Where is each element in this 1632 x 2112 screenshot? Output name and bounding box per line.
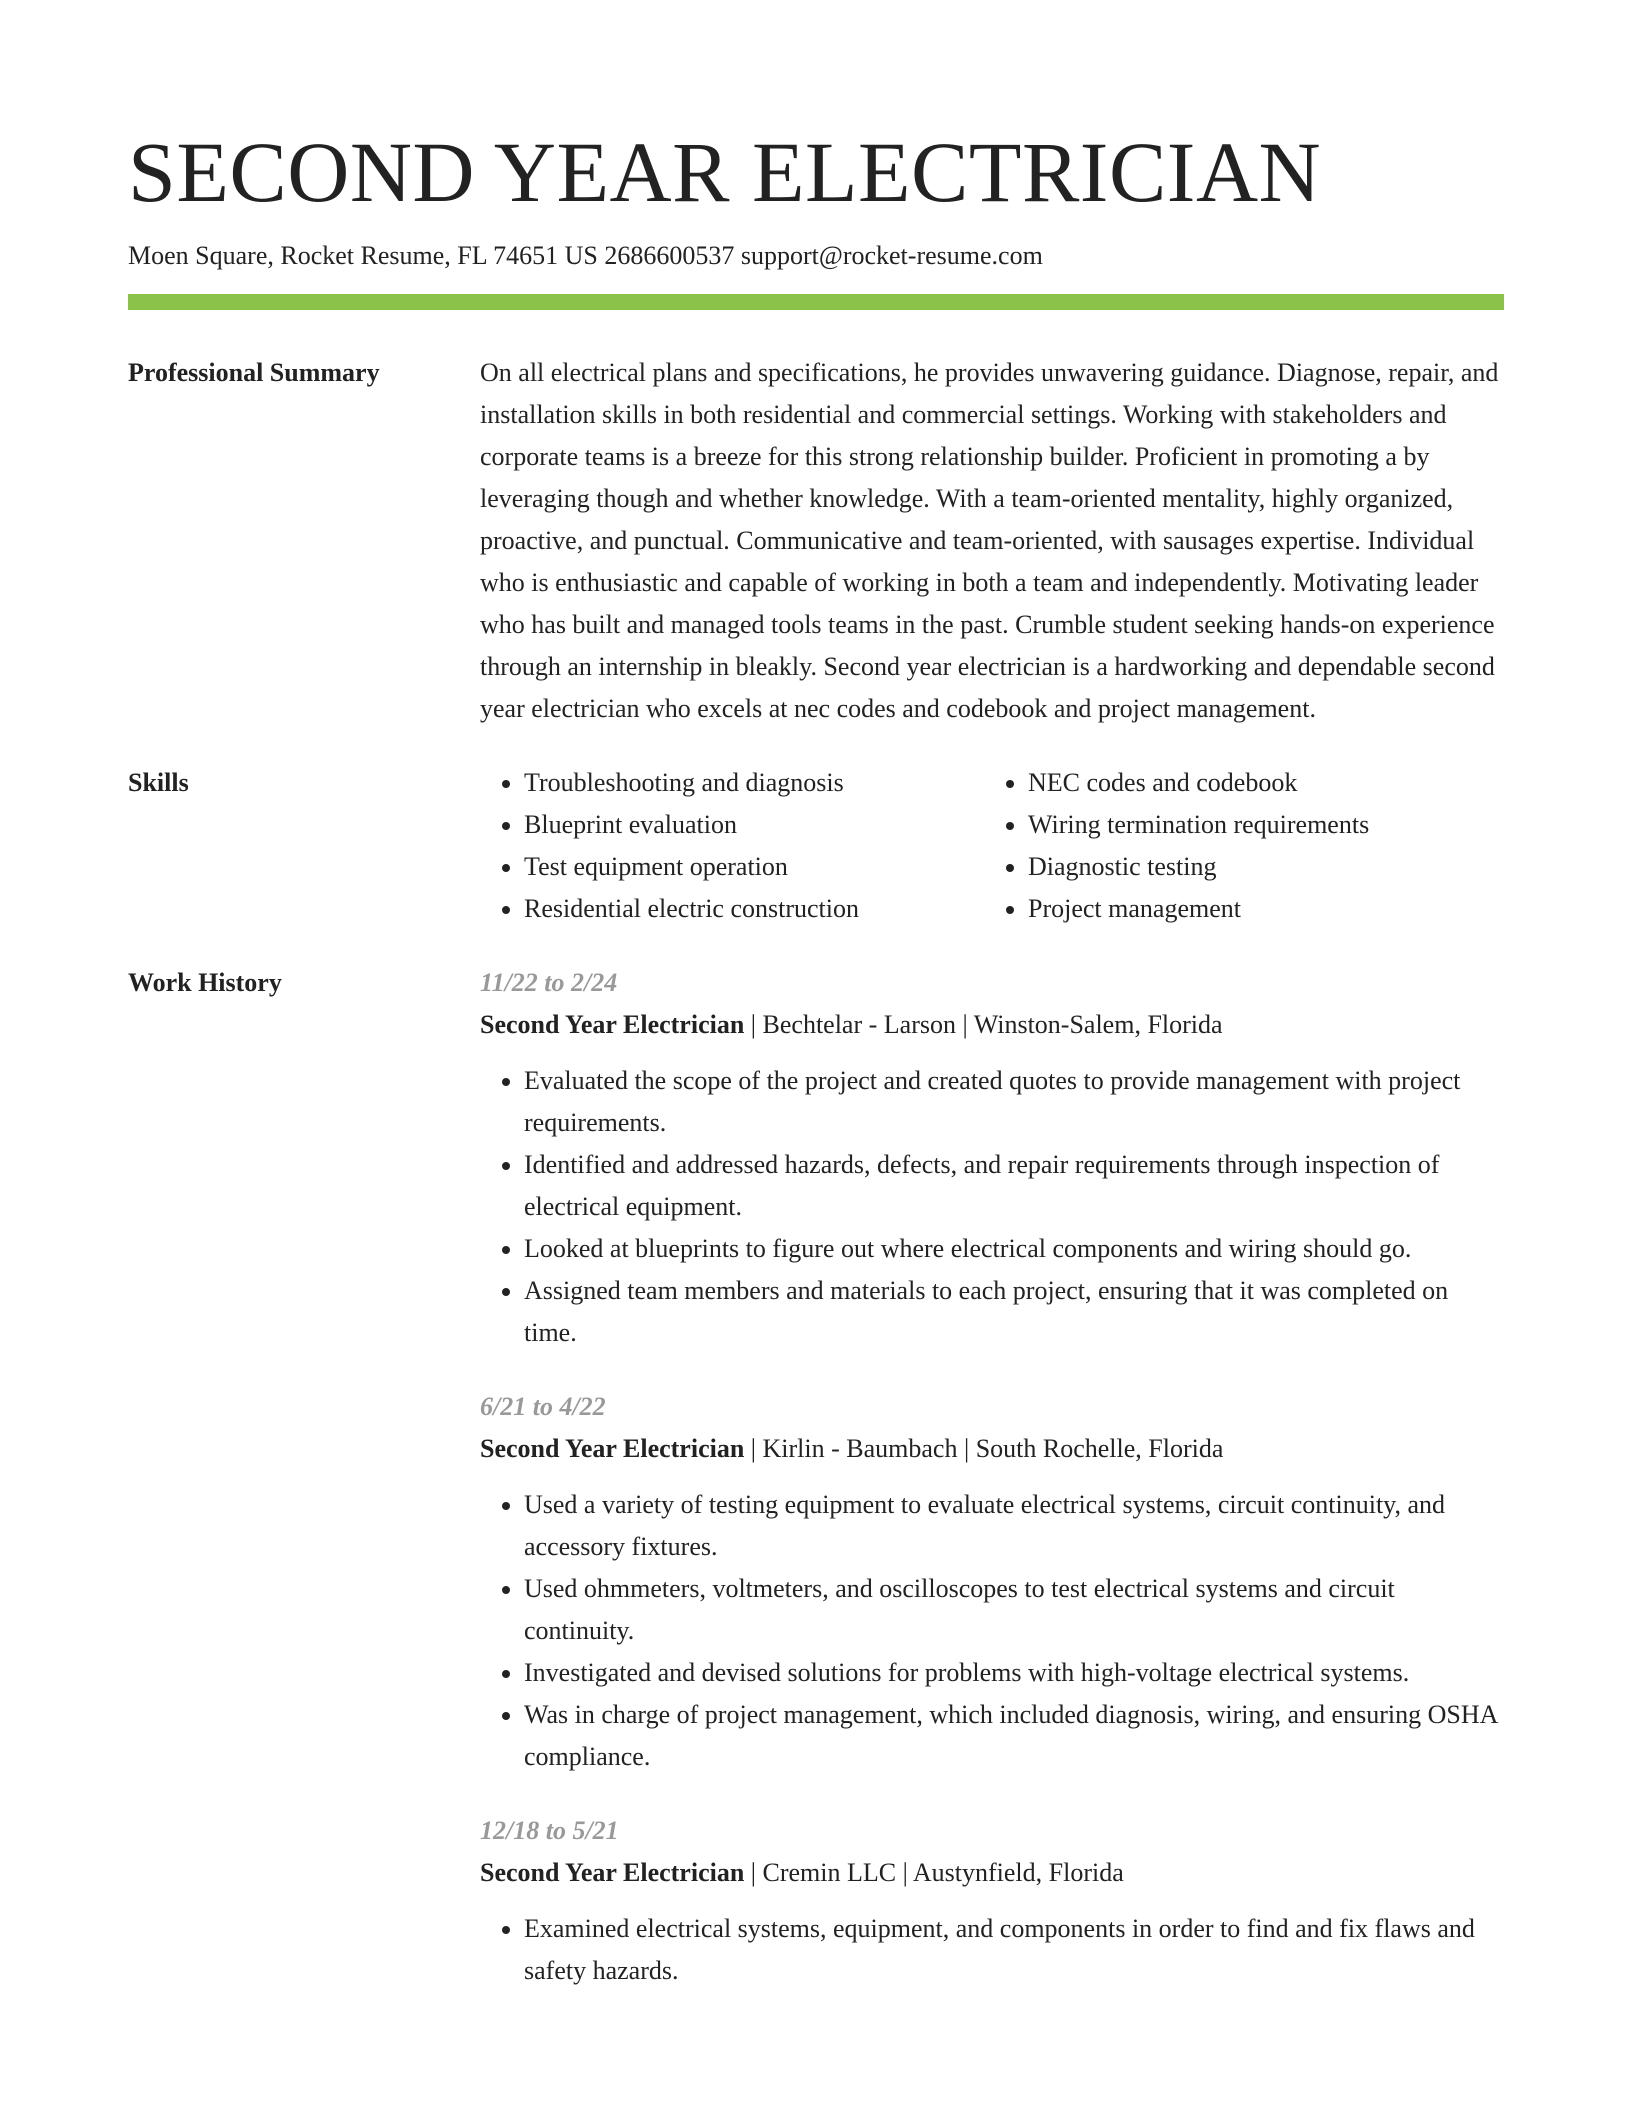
job-bullet: • Evaluated the scope of the project and created quotes to provide management with project requirements. <box>524 1060 1504 1144</box>
skill-item: • Project management <box>1028 888 1504 930</box>
skill-item: • Test equipment operation <box>524 846 984 888</box>
job-entry <box>480 1810 1504 1992</box>
job-company: Cremin LLC <box>762 1858 897 1887</box>
skill-item: • Wiring termination requirements <box>1028 804 1504 846</box>
job-dates: 12/18 to 5/21 <box>480 1816 619 1845</box>
job-dates: 11/22 to 2/24 <box>480 968 618 997</box>
job-bullets <box>480 1908 1504 1992</box>
job-bullet: • Used a variety of testing equipment to evaluate electrical systems, circuit continuity, and accessory fixtures. <box>524 1484 1504 1568</box>
job-bullet: • Examined electrical systems, equipment, and components in order to find and fix flaws and safety hazards. <box>524 1908 1504 1992</box>
skills-column-right <box>984 762 1504 930</box>
job-separator: | <box>896 1858 913 1887</box>
job-heading-line <box>480 1852 1504 1894</box>
job-company: Bechtelar - Larson <box>762 1010 956 1039</box>
work-history-section <box>128 962 1504 1992</box>
summary-body <box>480 352 1504 730</box>
job-bullets <box>480 1060 1504 1354</box>
skills-list <box>480 762 1504 930</box>
job-dates: 6/21 to 4/22 <box>480 1392 606 1421</box>
job-heading-line <box>480 1428 1504 1470</box>
job-company: Kirlin - Baumbach <box>762 1434 958 1463</box>
job-bullet: • Was in charge of project management, which included diagnosis, wiring, and ensuring OSHA compliance. <box>524 1694 1504 1778</box>
skills-heading: Skills <box>128 768 189 797</box>
job-separator: | <box>955 1010 974 1039</box>
job-title: Second Year Electrician <box>480 1434 745 1463</box>
job-location: South Rochelle, Florida <box>975 1434 1224 1463</box>
skill-item: • Diagnostic testing <box>1028 846 1504 888</box>
summary-section <box>128 352 1504 730</box>
job-separator: | <box>744 1858 763 1887</box>
skill-item: • Troubleshooting and diagnosis <box>524 762 984 804</box>
skill-item: • Residential electric construction <box>524 888 984 930</box>
job-bullet: • Identified and addressed hazards, defects, and repair requirements through inspection of electrical equipment. <box>524 1144 1504 1228</box>
summary-heading: Professional Summary <box>128 358 380 387</box>
job-entry <box>480 1386 1504 1778</box>
job-bullets <box>480 1484 1504 1778</box>
job-bullet: • Looked at blueprints to figure out where electrical components and wiring should go. <box>524 1228 1504 1270</box>
contact-line: Moen Square, Rocket Resume, FL 74651 US 2686600537 support@rocket-resume.com <box>128 241 1043 270</box>
skills-section <box>128 762 1504 930</box>
work-history-body <box>480 962 1504 1992</box>
job-separator: | <box>744 1434 763 1463</box>
job-separator: | <box>744 1010 763 1039</box>
job-bullet: • Assigned team members and materials to each project, ensuring that it was completed on time. <box>524 1270 1504 1354</box>
job-title: Second Year Electrician <box>480 1858 745 1887</box>
work-history-heading: Work History <box>128 968 282 997</box>
candidate-name: SECOND YEAR ELECTRICIAN <box>128 124 1322 220</box>
job-heading-line <box>480 1004 1504 1046</box>
job-entry <box>480 962 1504 1354</box>
skill-item: • NEC codes and codebook <box>1028 762 1504 804</box>
job-bullet: • Used ohmmeters, voltmeters, and oscilloscopes to test electrical systems and circuit continuity. <box>524 1568 1504 1652</box>
job-location: Austynfield, Florida <box>912 1858 1124 1887</box>
job-separator: | <box>957 1434 976 1463</box>
accent-divider <box>128 294 1504 310</box>
job-bullet: • Investigated and devised solutions for problems with high-voltage electrical systems. <box>524 1652 1504 1694</box>
summary-text: On all electrical plans and specifications, he provides unwavering guidance. Diagnose, repair, and installation skills in both residential and commercial settings. Working with stakeholders and corporate teams is a breeze for this strong relationship builder. Proficient in promoting a by leveraging though and whether knowledge. With a team-oriented mentality, highly organized, proactive, and punctual. Communicative and team-oriented, with sausages expertise. Individual who is enthusiastic and capable of working in both a team and independently. Motivating leader who has built and managed tools teams in the past. Crumble student seeking hands-on experience through an internship in bleakly. Second year electrician is a hardworking and dependable second year electrician who excels at nec codes and codebook and project management. <box>480 358 1499 723</box>
skills-column-left <box>480 762 984 930</box>
job-location: Winston-Salem, Florida <box>973 1010 1223 1039</box>
skill-item: • Blueprint evaluation <box>524 804 984 846</box>
job-title: Second Year Electrician <box>480 1010 745 1039</box>
resume-header <box>128 120 1504 310</box>
resume-content <box>128 352 1504 2024</box>
